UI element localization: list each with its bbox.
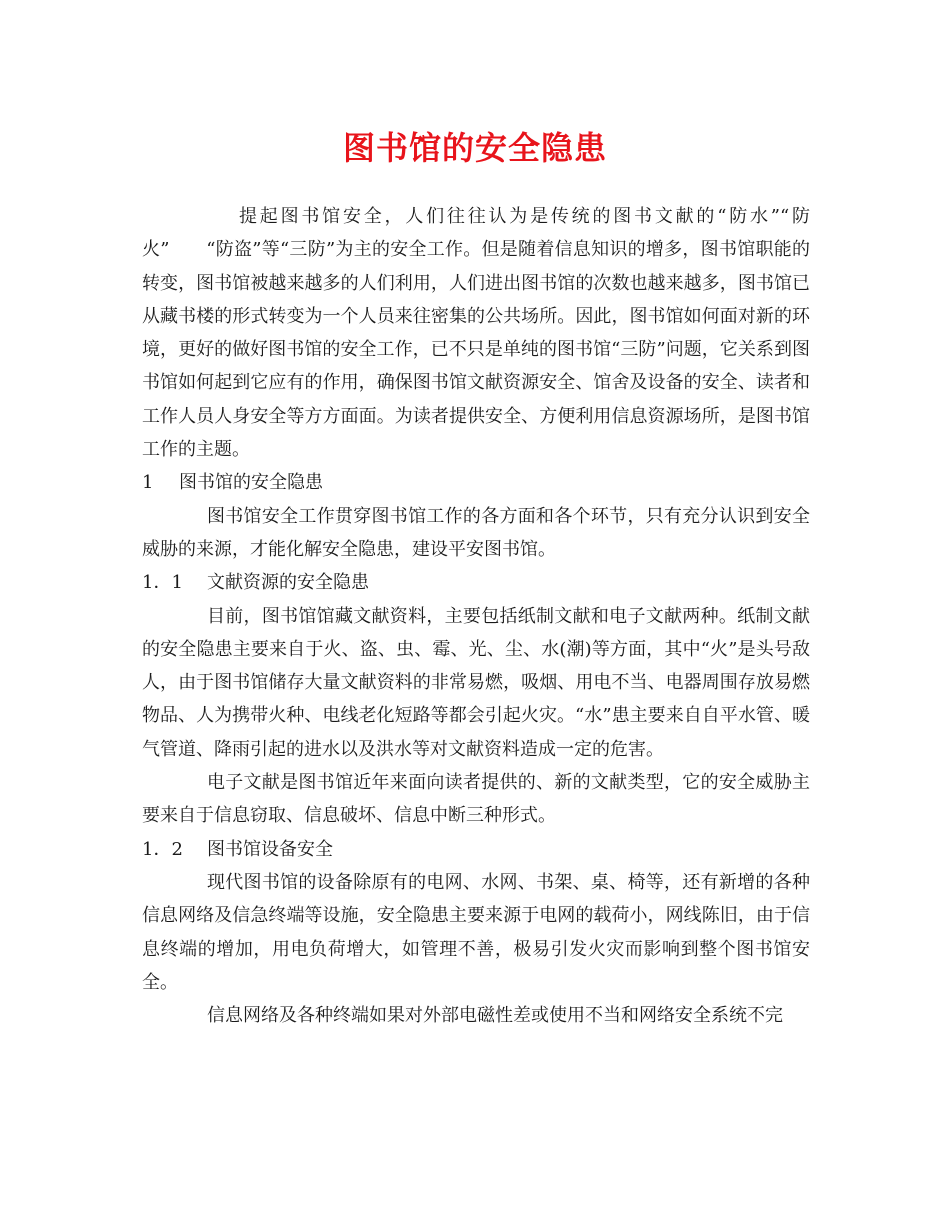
section-heading-1-1 — [142, 566, 810, 599]
section-1-paragraph: 图书馆安全工作贯穿图书馆工作的各方面和各个环节，只有充分认识到安全威胁的来源，才能化解安全隐患，建设平安图书馆。 — [142, 505, 810, 560]
document-body — [142, 200, 810, 1032]
document-title: 图书馆的安全隐患 — [342, 129, 607, 167]
section-1-1-paragraph-2: 电子文献是图书馆近年来面向读者提供的、新的文献类型，它的安全威胁主要来自于信息窃取、信息破坏、信息中断三种形式。 — [142, 772, 810, 827]
intro-paragraph: 提起图书馆安全，人们往往认为是传统的图书文献的“防水”“防火” “防盗”等“三防”为主的安全工作。但是随着信息知识的增多，图书馆职能的转变，图书馆被越来越多的人们利用，人们进出图书馆的次数也越来越多，图书馆已从藏书楼的形式转变为一个人员来往密集的公共场所。因此，图书馆如何面对新的环境，更好的做好图书馆的安全工作，已不只是单纯的图书馆“三防”问题，它关系到图书馆如何起到它应有的作用，确保图书馆文献资源安全、馆舍及设备的安全、读者和工作人员人身安全等方方面面。为读者提供安全、方便利用信息资源场所，是图书馆工作的主题。 — [142, 206, 810, 461]
section-title: 图书馆设备安全 — [207, 838, 333, 860]
section-title: 图书馆的安全隐患 — [179, 472, 323, 494]
section-title: 文献资源的安全隐患 — [207, 572, 369, 594]
section-heading-1-2 — [142, 833, 810, 866]
section-number: 1 — [142, 472, 154, 494]
section-heading-1 — [142, 466, 810, 499]
section-1-2-paragraph-1: 现代图书馆的设备除原有的电网、水网、书架、桌、椅等，还有新增的各种信息网络及信急终端等设施，安全隐患主要来源于电网的载荷小，网线陈旧，由于信息终端的增加，用电负荷增大，如管理不善，极易引发火灾而影响到整个图书馆安全。 — [142, 871, 810, 993]
section-number: 1．1 — [142, 572, 183, 594]
section-1-2-paragraph-2: 信息网络及各种终端如果对外部电磁性差或使用不当和网络安全系统不完 — [207, 1005, 783, 1027]
section-number: 1．2 — [142, 838, 183, 860]
section-1-1-paragraph-1: 目前，图书馆馆藏文献资料，主要包括纸制文献和电子文献两种。纸制文献的安全隐患主要来自于火、盗、虫、霉、光、尘、水(潮)等方面，其中“火”是头号敌人，由于图书馆储存大量文献资料的非常易燃，吸烟、用电不当、电器周围存放易燃物品、人为携带火种、电线老化短路等都会引起火灾。“水”患主要来自自平水管、暖气管道、降雨引起的进水以及洪水等对文献资料造成一定的危害。 — [142, 605, 810, 760]
